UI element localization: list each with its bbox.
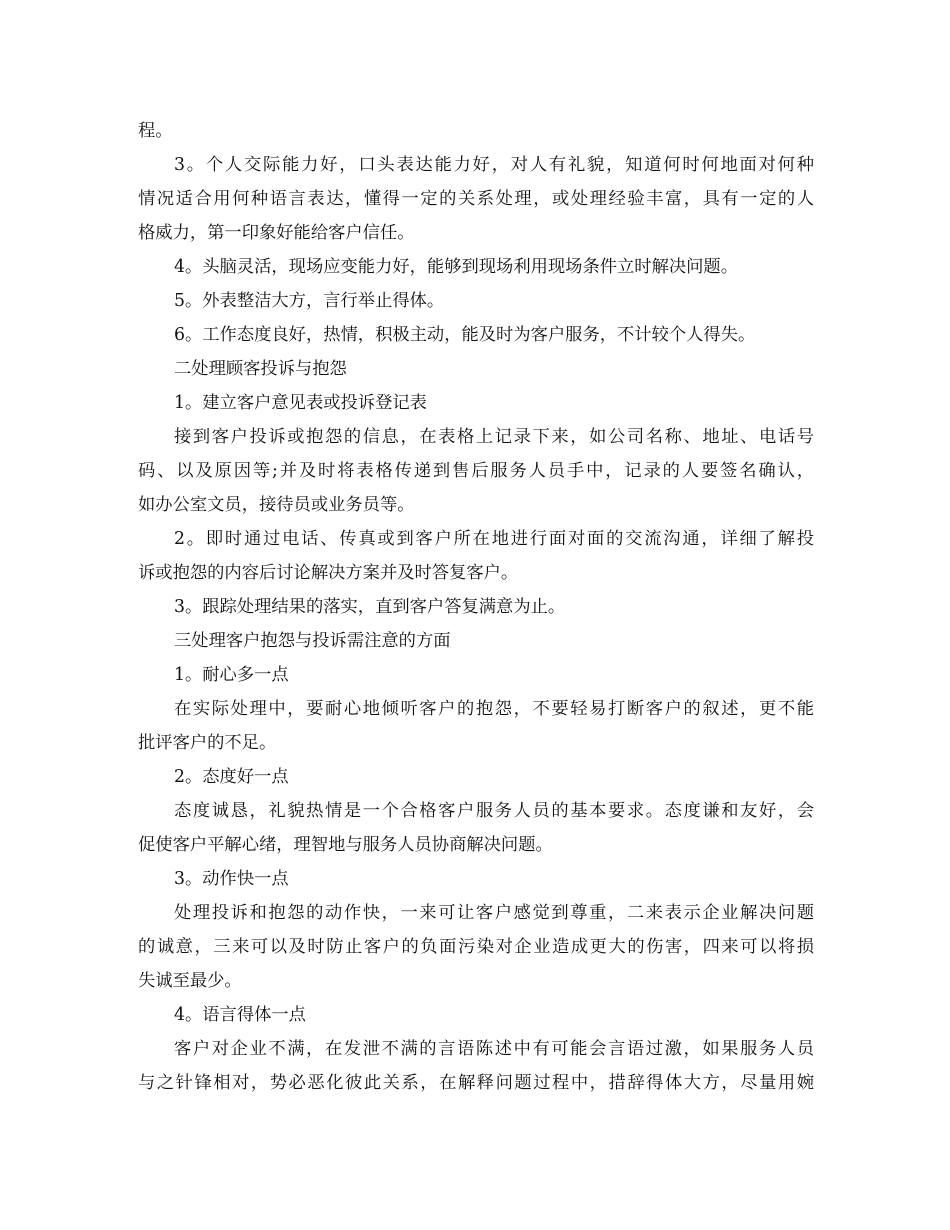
text-line: 与之针锋相对，势必恶化彼此关系，在解释问题过程中，措辞得体大方，尽量用婉 [138,1073,814,1093]
text-line: 处理投诉和抱怨的动作快，一来可让客户感觉到尊重，二来表示企业解决问题 [174,903,814,923]
text-line: 程。 [138,121,173,141]
subheading: 2。态度好一点 [174,767,289,787]
text-line: 客户对企业不满，在发泄不满的言语陈述中有可能会言语过激，如果服务人员 [174,1039,814,1059]
document-body [138,114,814,1100]
text-line: 4。头脑灵活，现场应变能力好，能够到现场利用现场条件立时解决问题。 [174,257,738,277]
text-line: 在实际处理中，要耐心地倾听客户的抱怨，不要轻易打断客户的叙述，更不能 [174,699,814,719]
text-line: 3。个人交际能力好，口头表达能力好，对人有礼貌，知道何时何地面对何种 [174,155,814,175]
subheading: 3。动作快一点 [174,869,289,889]
text-line: 情况适合用何种语言表达，懂得一定的关系处理，或处理经验丰富，具有一定的人 [138,189,814,209]
text-line: 接到客户投诉或抱怨的信息，在表格上记录下来，如公司名称、地址、电话号 [174,427,814,447]
text-line: 的诚意，三来可以及时防止客户的负面污染对企业造成更大的伤害，四来可以将损 [138,937,814,957]
text-line: 诉或抱怨的内容后讨论解决方案并及时答复客户。 [138,563,519,583]
section-heading: 二处理顾客投诉与抱怨 [174,359,347,379]
text-line: 5。外表整洁大方，言行举止得体。 [174,291,445,311]
text-line: 如办公室文员，接待员或业务员等。 [138,495,415,515]
text-line: 批评客户的不足。 [138,733,277,753]
text-line: 促使客户平解心绪，理智地与服务人员协商解决问题。 [138,835,553,855]
text-line: 失诚至最少。 [138,971,242,991]
text-line: 6。工作态度良好，热情，积极主动，能及时为客户服务，不计较个人得失。 [174,325,756,345]
text-line: 态度诚恳，礼貌热情是一个合格客户服务人员的基本要求。态度谦和友好，会 [174,801,814,821]
text-line: 3。跟踪处理结果的落实，直到客户答复满意为止。 [174,597,566,617]
subheading: 4。语言得体一点 [174,1005,306,1025]
section-heading: 三处理客户抱怨与投诉需注意的方面 [174,631,451,651]
subheading: 1。耐心多一点 [174,665,289,685]
text-line: 格威力，第一印象好能给客户信任。 [138,223,415,243]
text-line: 码、以及原因等;并及时将表格传递到售后服务人员手中，记录的人要签名确认， [138,461,814,481]
subheading: 1。建立客户意见表或投诉登记表 [174,393,427,413]
text-line: 2。即时通过电话、传真或到客户所在地进行面对面的交流沟通，详细了解投 [174,529,814,549]
